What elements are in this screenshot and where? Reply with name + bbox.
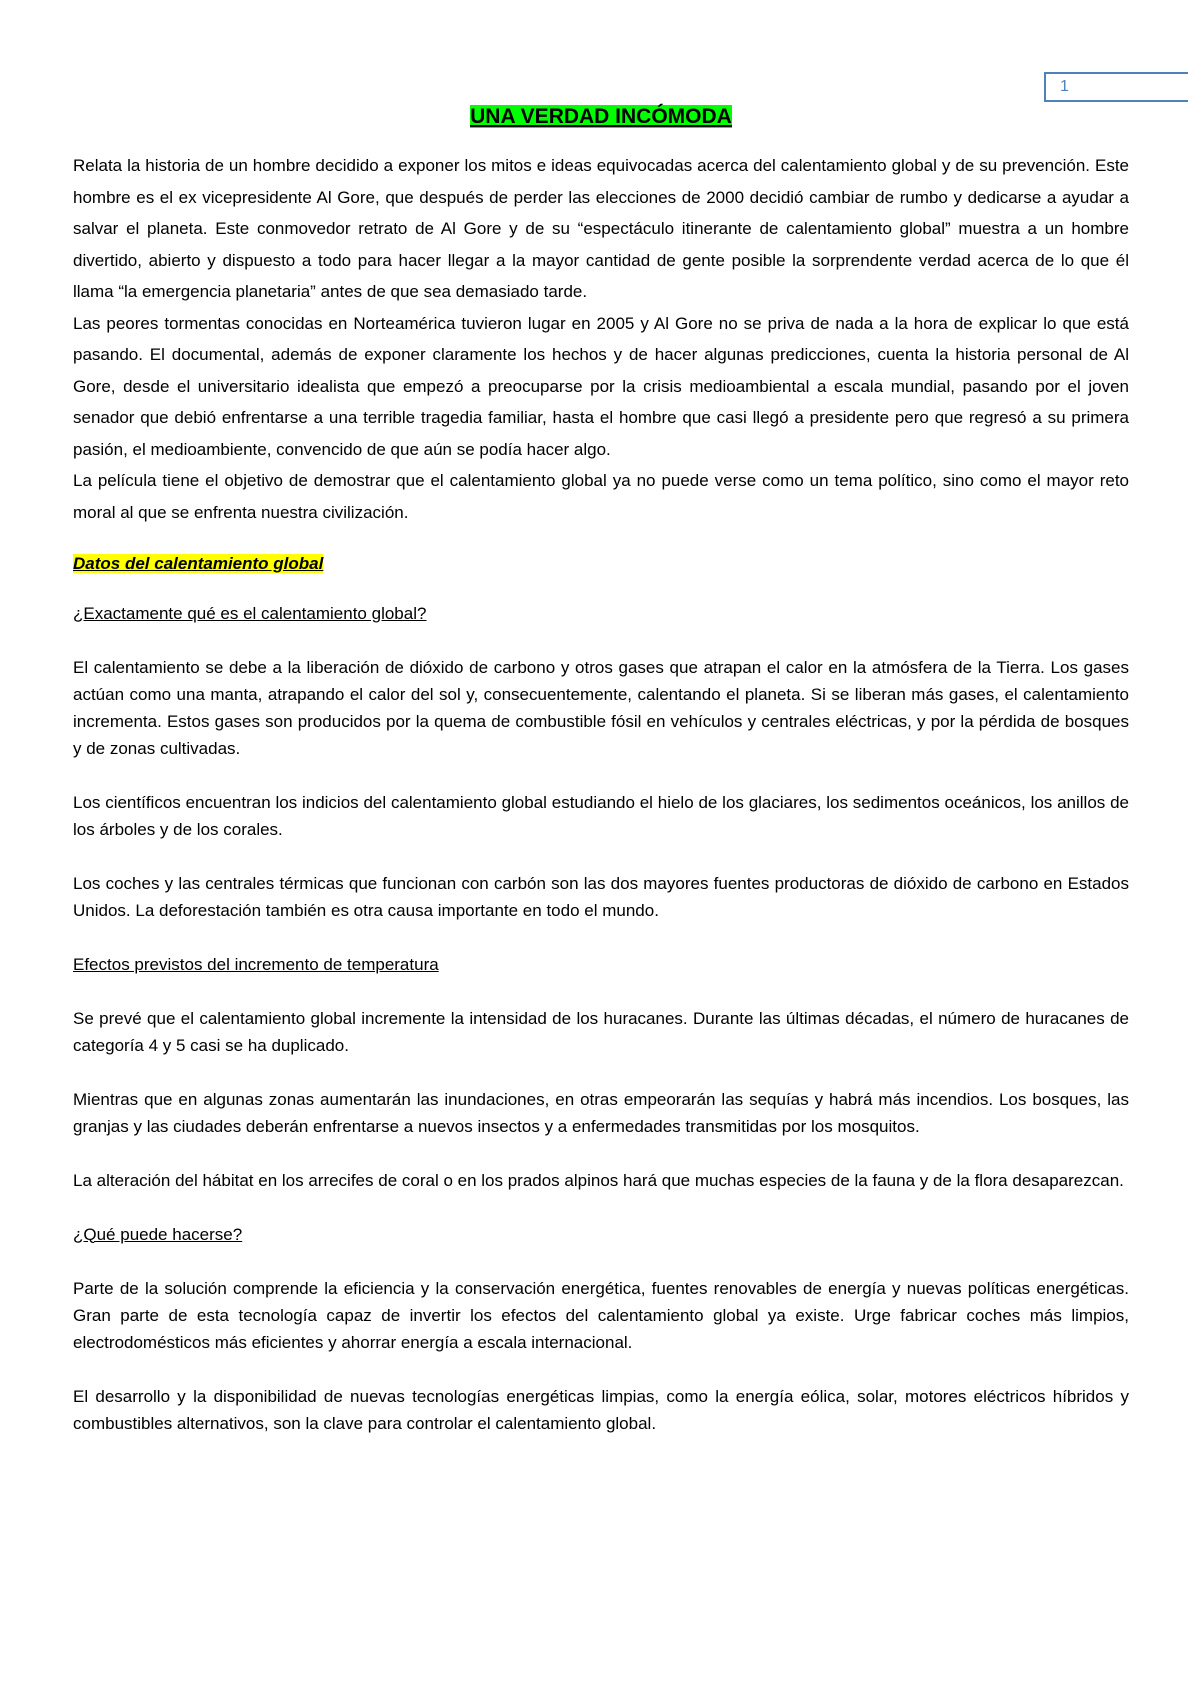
- paragraph: Se prevé que el calentamiento global incremente la intensidad de los huracanes. Durante las últimas décadas, el número de huracanes de categoría 4 y 5 casi se ha duplicado.: [73, 1008, 1129, 1055]
- paragraph: Mientras que en algunas zonas aumentarán las inundaciones, en otras empeorarán las sequías y habrá más incendios. Los bosques, las granjas y las ciudades deberán enfrentarse a nuevos insectos y a enfermedades transmitidas por los mosquitos.: [73, 1089, 1129, 1136]
- subheading-effects: Efectos previstos del incremento de temperatura: [73, 954, 439, 974]
- intro-paragraph: Relata la historia de un hombre decidido a exponer los mitos e ideas equivocadas acerca del calentamiento global y de su prevención. Este hombre es el ex vicepresidente Al Gore, que después de perder las elecciones de 2000 decidió cambiar de rumbo y dedicarse a ayudar a salvar el planeta. Este conmovedor retrato de Al Gore y de su “espectáculo itinerante de calentamiento global” muestra a un hombre divertido, abierto y dispuesto a todo para hacer llegar a la mayor cantidad de gente posible la sorprendente verdad acerca de lo que él llama “la emergencia planetaria” antes de que sea demasiado tarde.: [73, 156, 1129, 301]
- document-body: [73, 100, 1129, 1464]
- paragraph: Parte de la solución comprende la eficiencia y la conservación energética, fuentes renovables de energía y nuevas políticas energéticas. Gran parte de esta tecnología capaz de invertir los efectos del calentamiento global ya existe. Urge fabricar coches más limpios, electrodomésticos más eficientes y ahorrar energía a escala internacional.: [73, 1278, 1129, 1352]
- paragraph: Los científicos encuentran los indicios del calentamiento global estudiando el hielo de los glaciares, los sedimentos oceánicos, los anillos de los árboles y de los corales.: [73, 792, 1129, 839]
- page-number-box: [1044, 72, 1188, 102]
- paragraph: La alteración del hábitat en los arrecifes de coral o en los prados alpinos hará que muchas especies de la fauna y de la flora desaparezcan.: [73, 1170, 1124, 1190]
- page-number: 1: [1060, 78, 1069, 95]
- document-title: [73, 100, 1129, 134]
- section-body: [73, 600, 1129, 1437]
- paragraph: El desarrollo y la disponibilidad de nuevas tecnologías energéticas limpias, como la energía eólica, solar, motores eléctricos híbridos y combustibles alternativos, son la clave para controlar el calentamiento global.: [73, 1386, 1129, 1433]
- intro-paragraph: La película tiene el objetivo de demostrar que el calentamiento global ya no puede verse como un tema político, sino como el mayor reto moral al que se enfrenta nuestra civilización.: [73, 471, 1129, 522]
- paragraph: Los coches y las centrales térmicas que funcionan con carbón son las dos mayores fuentes productoras de dióxido de carbono en Estados Unidos. La deforestación también es otra causa importante en todo el mundo.: [73, 873, 1129, 920]
- document-title-text: UNA VERDAD INCÓMODA: [470, 105, 732, 128]
- paragraph: El calentamiento se debe a la liberación de dióxido de carbono y otros gases que atrapan el calor en la atmósfera de la Tierra. Los gases actúan como una manta, atrapando el calor del sol y, consecuentemente, calentando el planeta. Si se liberan más gases, el calentamiento incrementa. Estos gases son producidos por la quema de combustible fósil en vehículos y centrales eléctricas, y por la pérdida de bosques y de zonas cultivadas.: [73, 657, 1129, 758]
- section-title-text: Datos del calentamiento global: [73, 554, 324, 573]
- subheading-what-is: ¿Exactamente qué es el calentamiento global?: [73, 603, 427, 623]
- section-title: [73, 548, 1129, 580]
- intro-paragraph: Las peores tormentas conocidas en Norteamérica tuvieron lugar en 2005 y Al Gore no se priva de nada a la hora de explicar lo que está pasando. El documental, además de exponer claramente los hechos y de hacer algunas predicciones, cuenta la historia personal de Al Gore, desde el universitario idealista que empezó a preocuparse por la crisis medioambiental a escala mundial, pasando por el joven senador que debió enfrentarse a una terrible tragedia familiar, hasta el hombre que casi llegó a presidente pero que regresó a su primera pasión, el medioambiente, convencido de que aún se podía hacer algo.: [73, 313, 1129, 459]
- subheading-what-can-be-done: ¿Qué puede hacerse?: [73, 1224, 243, 1244]
